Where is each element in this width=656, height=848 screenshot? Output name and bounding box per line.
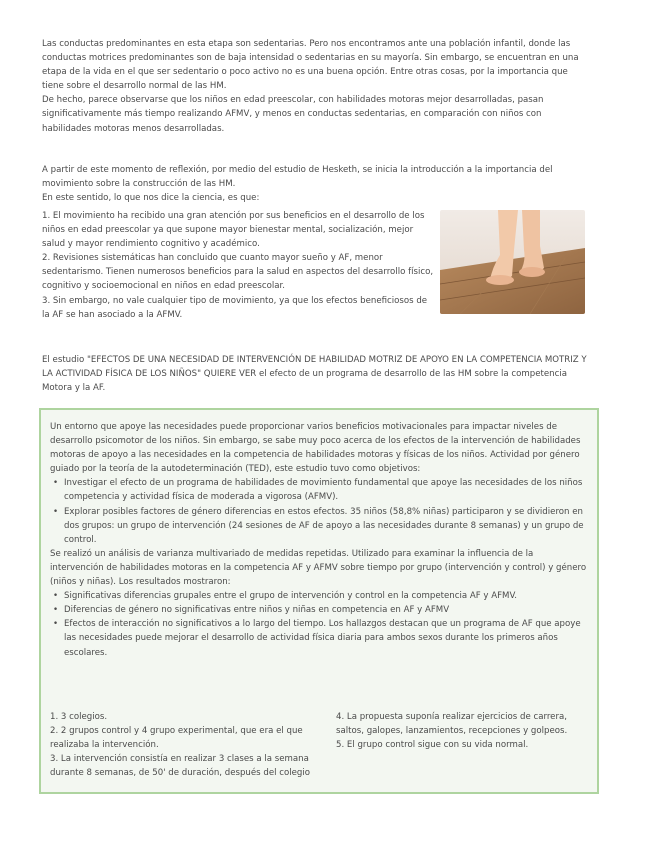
method-item: 1. 3 colegios. bbox=[50, 712, 108, 722]
method-item: 5. El grupo control sigue con su vida normal. bbox=[336, 740, 529, 751]
study-intro bbox=[42, 353, 590, 395]
method-list-right bbox=[336, 710, 590, 752]
method-item: 2. 2 grupos control y 4 grupo experimental, que era el que realizaba la intervención. bbox=[50, 726, 303, 751]
objective-item: • Explorar posibles factores de género diferencias en estos efectos. 35 niños (58,8% niñas) participaron y se dividieron en dos grupos: un grupo de intervención (24 sesiones de AF de apoyo a las necesidades durante 8 semanas) y un grupo de control. bbox=[64, 505, 588, 547]
finding-item: 3. Sin embargo, no vale cualquier tipo de movimiento, ya que los efectos beneficiosos de la AF se han asociado a la AFMV. bbox=[42, 295, 428, 320]
method-list-left bbox=[50, 710, 326, 780]
method-item: 4. La propuesta suponía realizar ejercicios de carrera, saltos, galopes, lanzamientos, recepciones y golpeos. bbox=[336, 712, 568, 737]
child-feet-photo bbox=[440, 210, 585, 314]
result-item: • Significativas diferencias grupales entre el grupo de intervención y control en la competencia AF y AFMV. bbox=[64, 589, 588, 603]
intro-paragraph-2: De hecho, parece observarse que los niños en edad preescolar, con habilidades motoras mejor desarrolladas, pasan significativamente más tiempo realizando AFMV, y menos en conductas sedentarias, en comparación con niños con habilidades motoras menos desarrolladas. bbox=[42, 95, 544, 134]
method-item: 3. La intervención consistía en realizar 3 clases a la semana durante 8 semanas, de 50' de duración, después del colegio bbox=[50, 754, 310, 779]
intro-paragraph-1: Las conductas predominantes en esta etapa son sedentarias. Pero nos encontramos ante una población infantil, donde las conductas motrices predominantes son de baja intensidad o sedentarias en su mayoría. Sin embargo, se encuentran en una etapa de la vida en el que ser sedentario o poco activo no es una buena opción. Entre otras cosas, por la importancia que tiene sobre el desarrollo normal de las HM. bbox=[42, 39, 579, 92]
reflection-paragraph: A partir de este momento de reflexión, por medio del estudio de Hesketh, se inicia la introducción a la importancia del movimiento sobre la construcción de las HM. bbox=[42, 165, 553, 190]
finding-item: 1. El movimiento ha recibido una gran atención por sus beneficios en el desarrollo de los niños en edad preescolar ya que supone mayor bienestar mental, socialización, mejor salud y mayor rendimiento cognitivo y académico. bbox=[42, 211, 425, 250]
objective-item: • Investigar el efecto de un programa de habilidades de movimiento fundamental que apoye las necesidades de los niños competencia y actividad física de moderada a vigorosa (AFMV). bbox=[64, 476, 588, 504]
study-intro-paragraph: El estudio "EFECTOS DE UNA NECESIDAD DE INTERVENCIÓN DE HABILIDAD MOTRIZ DE APOYO EN LA COMPETENCIA MOTRIZ Y LA ACTIVIDAD FÍSICA DE LOS NIÑOS" QUIERE VER el efecto de un programa de desarrollo de las HM sobre la competencia Motora y la AF. bbox=[42, 355, 587, 394]
result-item: • Efectos de interacción no significativos a lo largo del tiempo. Los hallazgos destacan que un programa de AF que apoye las necesidades puede mejorar el desarrollo de actividad física diaria para ambos sexos durante los primeros años escolares. bbox=[64, 617, 588, 659]
reflection-section bbox=[42, 163, 590, 205]
box-paragraph-1: Un entorno que apoye las necesidades puede proporcionar varios beneficios motivacionales para impactar niveles de desarrollo psicomotor de los niños. Sin embargo, se sabe muy poco acerca de los efectos de la intervención de habilidades motoras de apoyo a las necesidades en la competencia de habilidades motoras y físicas de los niños. Actividad por género guiado por la teoría de la autodeterminación (TED), este estudio tuvo como objetivos: bbox=[50, 422, 581, 475]
reflection-lead-in: En este sentido, lo que nos dice la ciencia, es que: bbox=[42, 193, 260, 204]
results-list bbox=[50, 589, 588, 659]
box-paragraph-2: Se realizó un análisis de varianza multivariado de medidas repetidas. Utilizado para examinar la influencia de la intervención de habilidades motoras en la competencia AF y AFMV sobre tiempo por grupo (intervención y control) y género (niños y niñas). Los resultados mostraron: bbox=[50, 548, 587, 588]
photo-illustration bbox=[440, 210, 585, 314]
result-item: • Diferencias de género no significativas entre niños y niñas en competencia en AF y AFMV bbox=[64, 603, 588, 617]
intro-section bbox=[42, 37, 590, 136]
study-summary-box bbox=[39, 408, 599, 794]
findings-list bbox=[42, 209, 434, 322]
finding-item: 2. Revisiones sistemáticas han concluido que cuanto mayor sueño y AF, menor sedentarismo. Tienen numerosos beneficios para la salud en aspectos del desarrollo físico, cognitivo y socioemocional en niños en edad preescolar. bbox=[42, 253, 434, 292]
objectives-list bbox=[50, 476, 588, 546]
